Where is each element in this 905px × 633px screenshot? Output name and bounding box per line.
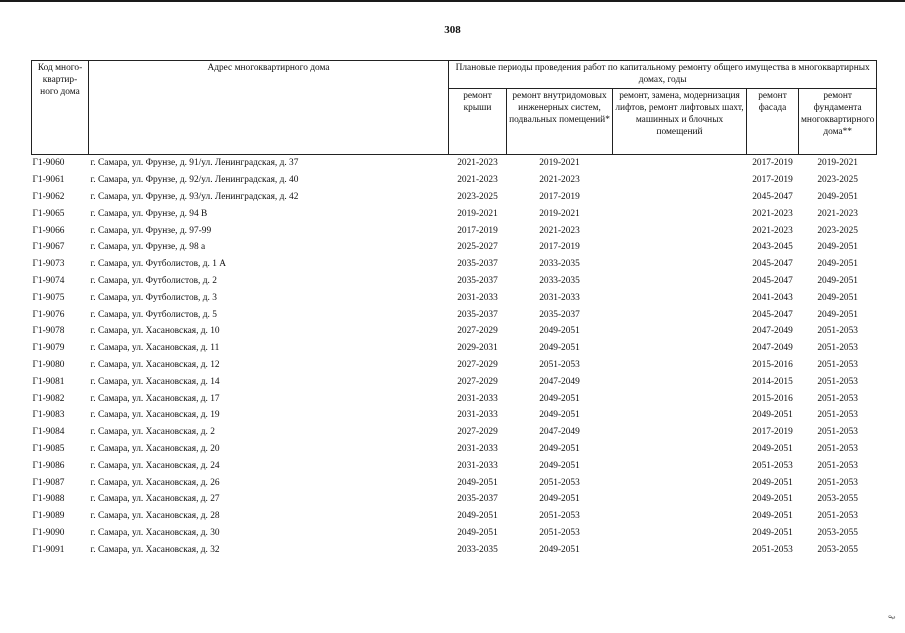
house-code-cell: Г1-9065 [32,208,65,219]
engineering-period-cell: 2049-2051 [539,393,580,404]
table-row [32,205,877,222]
address-cell: г. Самара, ул. Фрунзе, д. 91/ул. Ленинградская, д. 37 [90,158,299,169]
roof-period-cell: 2049-2051 [457,527,498,538]
foundation-period-cell: 2049-2051 [817,259,858,270]
address-cell: г. Самара, ул. Хасановская, д. 27 [90,494,220,505]
table-row [32,457,877,474]
address-cell: г. Самара, ул. Хасановская, д. 2 [90,427,215,438]
foundation-period-cell: 2053-2055 [817,494,858,505]
engineering-period-cell: 2019-2021 [539,158,580,169]
house-code-cell: Г1-9073 [32,259,65,270]
roof-period-cell: 2017-2019 [457,225,498,236]
roof-period-cell: 2029-2031 [457,343,498,354]
house-code-cell: Г1-9089 [32,511,65,522]
lifts-period-cell [613,491,747,508]
foundation-period-cell: 2049-2051 [817,275,858,286]
engineering-period-cell: 2049-2051 [539,443,580,454]
table-row [32,407,877,424]
foundation-period-cell: 2051-2053 [817,393,858,404]
header-engineering-systems: ремонт внутридомовых инженерных систем, подвальных помещений* [507,89,613,155]
engineering-period-cell: 2047-2049 [539,376,580,387]
engineering-period-cell: 2031-2033 [539,292,580,303]
lifts-period-cell [613,390,747,407]
foundation-period-cell: 2051-2053 [817,460,858,471]
facade-period-cell: 2047-2049 [752,326,793,337]
table-row [32,390,877,407]
facade-period-cell: 2049-2051 [752,477,793,488]
header-facade: ремонт фасада [747,89,799,155]
foundation-period-cell: 2021-2023 [817,208,858,219]
foundation-period-cell: 2049-2051 [817,242,858,253]
lifts-period-cell [613,306,747,323]
foundation-period-cell: 2051-2053 [817,443,858,454]
foundation-period-cell: 2051-2053 [817,376,858,387]
facade-period-cell: 2043-2045 [752,242,793,253]
foundation-period-cell: 2051-2053 [817,359,858,370]
lifts-period-cell [613,407,747,424]
house-code-cell: Г1-9081 [32,376,65,387]
lifts-period-cell [613,373,747,390]
house-code-cell: Г1-9091 [32,544,65,555]
lifts-period-cell [613,289,747,306]
header-address: Адрес многоквартирного дома [89,61,449,155]
house-code-cell: Г1-9066 [32,225,65,236]
foundation-period-cell: 2049-2051 [817,292,858,303]
engineering-period-cell: 2049-2051 [539,460,580,471]
address-cell: г. Самара, ул. Хасановская, д. 32 [90,544,220,555]
lifts-period-cell [613,172,747,189]
header-work-periods: Плановые периоды проведения работ по капитальному ремонту общего имущества в многоквартирных домах, годы [449,61,877,89]
lifts-period-cell [613,508,747,525]
foundation-period-cell: 2051-2053 [817,427,858,438]
lifts-period-cell [613,424,747,441]
facade-period-cell: 2049-2051 [752,527,793,538]
facade-period-cell: 2049-2051 [752,443,793,454]
house-code-cell: Г1-9080 [32,359,65,370]
roof-period-cell: 2031-2033 [457,443,498,454]
engineering-period-cell: 2051-2053 [539,477,580,488]
lifts-period-cell [613,323,747,340]
house-code-cell: Г1-9083 [32,410,65,421]
facade-period-cell: 2017-2019 [752,427,793,438]
engineering-period-cell: 2021-2023 [539,225,580,236]
engineering-period-cell: 2049-2051 [539,544,580,555]
facade-period-cell: 2051-2053 [752,460,793,471]
table-row [32,373,877,390]
table-row [32,239,877,256]
roof-period-cell: 2027-2029 [457,326,498,337]
house-code-cell: Г1-9075 [32,292,65,303]
header-foundation: ремонт фундамента многоквартирного дома** [799,89,877,155]
roof-period-cell: 2023-2025 [457,191,498,202]
house-code-cell: Г1-9088 [32,494,65,505]
roof-period-cell: 2031-2033 [457,410,498,421]
roof-period-cell: 2031-2033 [457,393,498,404]
foundation-period-cell: 2049-2051 [817,191,858,202]
table-row [32,424,877,441]
address-cell: г. Самара, ул. Фрунзе, д. 93/ул. Ленинградская, д. 42 [90,191,299,202]
address-cell: г. Самара, ул. Хасановская, д. 30 [90,527,220,538]
roof-period-cell: 2049-2051 [457,477,498,488]
roof-period-cell: 2019-2021 [457,208,498,219]
house-code-cell: Г1-9079 [32,343,65,354]
lifts-period-cell [613,525,747,542]
table-header [32,61,877,155]
foundation-period-cell: 2051-2053 [817,410,858,421]
house-code-cell: Г1-9084 [32,427,65,438]
foundation-period-cell: 2051-2053 [817,477,858,488]
lifts-period-cell [613,189,747,206]
roof-period-cell: 2031-2033 [457,460,498,471]
address-cell: г. Самара, ул. Хасановская, д. 28 [90,511,220,522]
roof-period-cell: 2021-2023 [457,175,498,186]
table-row [32,155,877,172]
facade-period-cell: 2017-2019 [752,158,793,169]
facade-period-cell: 2051-2053 [752,544,793,555]
lifts-period-cell [613,273,747,290]
foundation-period-cell: 2051-2053 [817,511,858,522]
table-row [32,340,877,357]
address-cell: г. Самара, ул. Фрунзе, д. 97-99 [90,225,212,236]
lifts-period-cell [613,474,747,491]
foundation-period-cell: 2051-2053 [817,326,858,337]
facade-period-cell: 2045-2047 [752,259,793,270]
foundation-period-cell: 2053-2055 [817,527,858,538]
engineering-period-cell: 2049-2051 [539,326,580,337]
address-cell: г. Самара, ул. Хасановская, д. 26 [90,477,220,488]
facade-period-cell: 2045-2047 [752,275,793,286]
foundation-period-cell: 2023-2025 [817,225,858,236]
roof-period-cell: 2021-2023 [457,158,498,169]
engineering-period-cell: 2017-2019 [539,242,580,253]
table-row [32,222,877,239]
lifts-period-cell [613,155,747,172]
address-cell: г. Самара, ул. Фрунзе, д. 98 а [90,242,206,253]
lifts-period-cell [613,239,747,256]
engineering-period-cell: 2019-2021 [539,208,580,219]
engineering-period-cell: 2033-2035 [539,275,580,286]
table-row [32,273,877,290]
engineering-period-cell: 2051-2053 [539,511,580,522]
header-code: Код много-квартир-ного дома [32,61,89,155]
table-row [32,441,877,458]
foundation-period-cell: 2051-2053 [817,343,858,354]
table-row [32,289,877,306]
address-cell: г. Самара, ул. Хасановская, д. 11 [90,343,220,354]
engineering-period-cell: 2035-2037 [539,309,580,320]
engineering-period-cell: 2049-2051 [539,494,580,505]
facade-period-cell: 2047-2049 [752,343,793,354]
facade-period-cell: 2015-2016 [752,359,793,370]
roof-period-cell: 2027-2029 [457,427,498,438]
address-cell: г. Самара, ул. Футболистов, д. 3 [90,292,217,303]
facade-period-cell: 2021-2023 [752,208,793,219]
house-code-cell: Г1-9082 [32,393,65,404]
table-row [32,541,877,558]
table-row [32,172,877,189]
table-row [32,306,877,323]
house-code-cell: Г1-9061 [32,175,65,186]
engineering-period-cell: 2033-2035 [539,259,580,270]
facade-period-cell: 2045-2047 [752,309,793,320]
house-code-cell: Г1-9090 [32,527,65,538]
facade-period-cell: 2049-2051 [752,410,793,421]
house-code-cell: Г1-9078 [32,326,65,337]
table-row [32,357,877,374]
table-row [32,189,877,206]
roof-period-cell: 2027-2029 [457,376,498,387]
roof-period-cell: 2035-2037 [457,309,498,320]
house-code-cell: Г1-9062 [32,191,65,202]
address-cell: г. Самара, ул. Фрунзе, д. 94 В [90,208,208,219]
engineering-period-cell: 2051-2053 [539,527,580,538]
foundation-period-cell: 2053-2055 [817,544,858,555]
lifts-period-cell [613,340,747,357]
engineering-period-cell: 2049-2051 [539,410,580,421]
house-code-cell: Г1-9067 [32,242,65,253]
foundation-period-cell: 2023-2025 [817,175,858,186]
engineering-period-cell: 2021-2023 [539,175,580,186]
facade-period-cell: 2015-2016 [752,393,793,404]
lifts-period-cell [613,222,747,239]
house-code-cell: Г1-9076 [32,309,65,320]
table-row [32,491,877,508]
house-code-cell: Г1-9087 [32,477,65,488]
lifts-period-cell [613,457,747,474]
roof-period-cell: 2035-2037 [457,494,498,505]
address-cell: г. Самара, ул. Хасановская, д. 12 [90,359,220,370]
table-row [32,474,877,491]
lifts-period-cell [613,441,747,458]
address-cell: г. Самара, ул. Хасановская, д. 19 [90,410,220,421]
address-cell: г. Самара, ул. Хасановская, д. 17 [90,393,220,404]
capital-repair-schedule-table [31,60,877,558]
roof-period-cell: 2025-2027 [457,242,498,253]
house-code-cell: Г1-9085 [32,443,65,454]
address-cell: г. Самара, ул. Футболистов, д. 2 [90,275,217,286]
house-code-cell: Г1-9060 [32,158,65,169]
facade-period-cell: 2041-2043 [752,292,793,303]
engineering-period-cell: 2049-2051 [539,343,580,354]
address-cell: г. Самара, ул. Хасановская, д. 24 [90,460,220,471]
engineering-period-cell: 2047-2049 [539,427,580,438]
table-body [32,155,877,559]
lifts-period-cell [613,541,747,558]
engineering-period-cell: 2017-2019 [539,191,580,202]
table-row [32,508,877,525]
facade-period-cell: 2021-2023 [752,225,793,236]
address-cell: г. Самара, ул. Хасановская, д. 20 [90,443,220,454]
address-cell: г. Самара, ул. Футболистов, д. 1 А [90,259,227,270]
lifts-period-cell [613,256,747,273]
engineering-period-cell: 2051-2053 [539,359,580,370]
foundation-period-cell: 2019-2021 [817,158,858,169]
roof-period-cell: 2033-2035 [457,544,498,555]
address-cell: г. Самара, ул. Фрунзе, д. 92/ул. Ленинградская, д. 40 [90,175,299,186]
facade-period-cell: 2049-2051 [752,494,793,505]
top-border-line [0,0,905,2]
table-row [32,323,877,340]
lifts-period-cell [613,357,747,374]
header-roof-repair: ремонт крыши [449,89,507,155]
table-row [32,525,877,542]
address-cell: г. Самара, ул. Футболистов, д. 5 [90,309,217,320]
roof-period-cell: 2027-2029 [457,359,498,370]
header-lifts: ремонт, замена, модернизация лифтов, ремонт лифтовых шахт, машинных и блочных помещений [613,89,747,155]
roof-period-cell: 2049-2051 [457,511,498,522]
facade-period-cell: 2017-2019 [752,175,793,186]
scan-artifact-mark: ℓ [886,614,899,621]
table-row [32,256,877,273]
facade-period-cell: 2049-2051 [752,511,793,522]
facade-period-cell: 2045-2047 [752,191,793,202]
address-cell: г. Самара, ул. Хасановская, д. 10 [90,326,220,337]
page-number: 308 [444,24,461,36]
house-code-cell: Г1-9074 [32,275,65,286]
roof-period-cell: 2031-2033 [457,292,498,303]
facade-period-cell: 2014-2015 [752,376,793,387]
roof-period-cell: 2035-2037 [457,275,498,286]
address-cell: г. Самара, ул. Хасановская, д. 14 [90,376,220,387]
roof-period-cell: 2035-2037 [457,259,498,270]
lifts-period-cell [613,205,747,222]
foundation-period-cell: 2049-2051 [817,309,858,320]
house-code-cell: Г1-9086 [32,460,65,471]
